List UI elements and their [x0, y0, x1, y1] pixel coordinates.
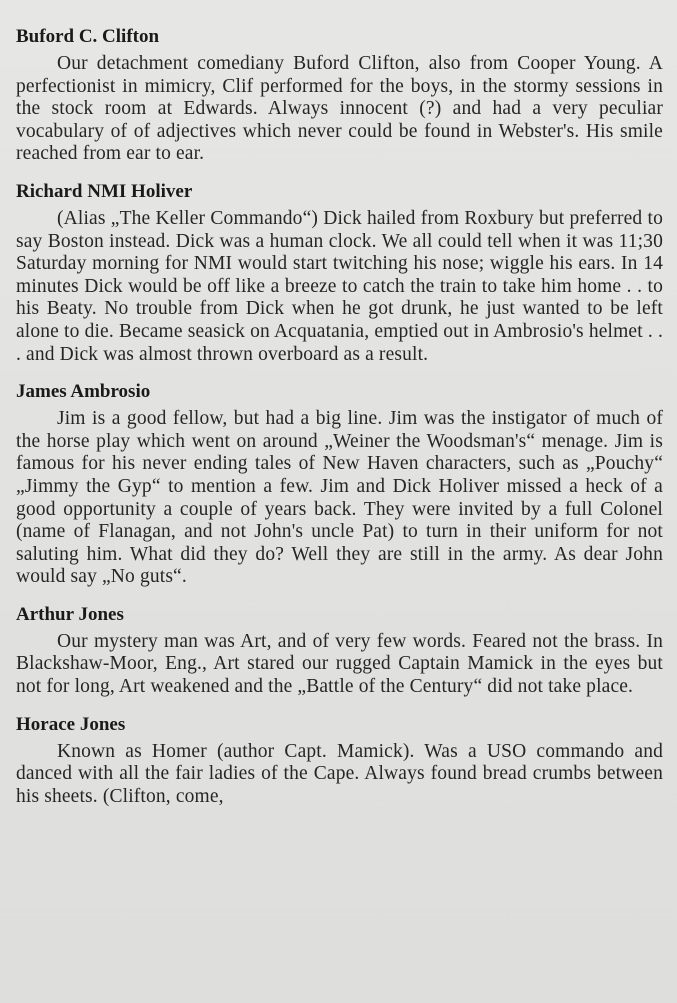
entry-arthur-jones [16, 602, 663, 699]
entry-horace-jones [16, 712, 663, 809]
entry-richard-holiver [16, 179, 663, 366]
entry-text: (Alias „The Keller Commando“) Dick hailed from Roxbury but preferred to say Boston instead. Dick was a human clock. We all could tell when it was 11;30 Saturday morning for NMI would start twitching his nose; wiggle his ears. In 14 minutes Dick would be off like a breeze to catch the train to take him home . . to his Beaty. No trouble from Dick when he got drunk, he just wanted to be left alone to die. Became seasick on Acquatania, emptied out in Ambrosio's helmet . . . and Dick was almost thrown overboard as a result. [16, 207, 663, 365]
entry-text: Jim is a good fellow, but had a big line. Jim was the instigator of much of the horse play which went on around „Weiner the Woodsman's“ menage. Jim is famous for his never ending tales of New Haven characters, such as „Pouchy“ „Jimmy the Gyp“ to mention a few. Jim and Dick Holiver missed a heck of a good opportunity a couple of years back. They were invited by a full Colonel (name of Flanagan, and not John's uncle Pat) to turn in their uniform for not saluting him. What did they do? Well they are still in the army. As dear John would say „No guts“. [16, 408, 663, 588]
entry-name: James Ambrosio [16, 381, 151, 403]
entry-name: Richard NMI Holiver [16, 180, 193, 202]
entry-name: Horace Jones [16, 713, 126, 735]
entry-james-ambrosio [16, 379, 663, 589]
entry-buford-clifton [16, 24, 663, 166]
entry-name: Arthur Jones [16, 603, 124, 625]
entry-text: Our mystery man was Art, and of very few words. Feared not the brass. In Blackshaw-Moor, Eng., Art stared our rugged Captain Mamick in the eyes but not for long, Art weakened and the „Battle of the Century“ did not take place. [16, 630, 663, 698]
entry-name: Buford C. Clifton [16, 26, 160, 47]
entry-text: Known as Homer (author Capt. Mamick). Was a USO commando and danced with all the fair ladies of the Cape. Always found bread crumbs between his sheets. (Clifton, come, [16, 740, 663, 807]
entry-text: Our detachment comediany Buford Clifton, also from Cooper Young. A perfectionist in mimicry, Clif performed for the boys, in the stormy sessions in the stock room at Edwards. Always innocent (?) and had a very peculiar vocabulary of of adjectives which never could be found in Webster's. His smile reached from ear to ear. [16, 53, 663, 165]
